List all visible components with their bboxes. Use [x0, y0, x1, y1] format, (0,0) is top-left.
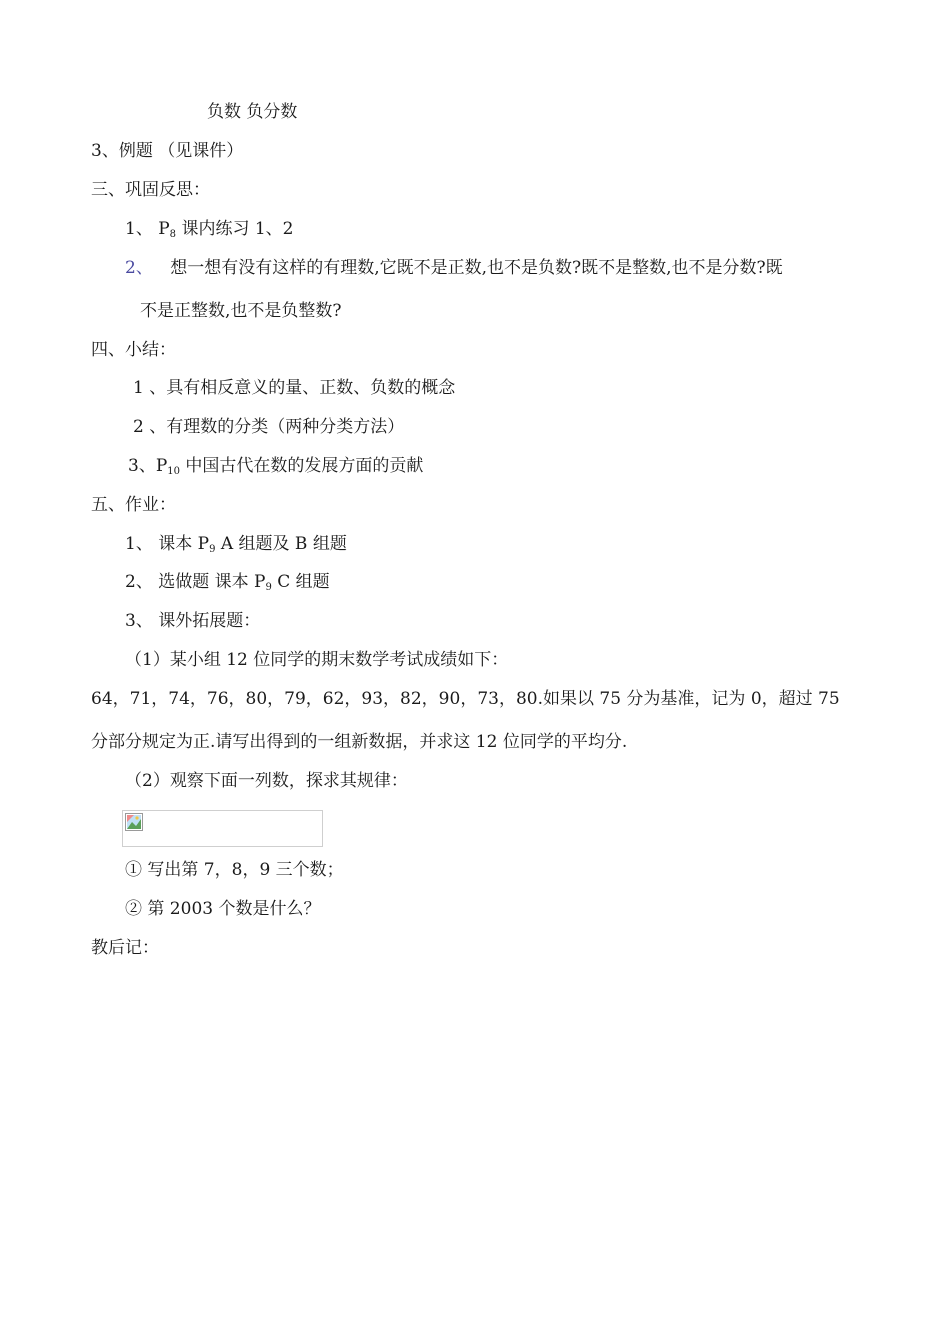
homework-item-2-prefix: 2、 选做题 课本 P [125, 572, 266, 592]
scores-data-line: 64，71，74，76，80，79，62，93，82，90，73，80.如果以 75 分为基准，记为 0，超过 75 [91, 689, 840, 709]
extension-question-2: （2）观察下面一列数，探求其规律： [125, 771, 408, 791]
review-item-1-text: 课内练习 1、2 [176, 219, 294, 239]
homework-item-1-prefix: 1、 课本 P [125, 534, 210, 554]
scores-instruction-line: 分部分规定为正.请写出得到的一组新数据，并求这 12 位同学的平均分. [91, 732, 628, 752]
review-item-2-continued: 不是正整数,也不是负整数? [140, 301, 342, 321]
homework-item-1-sub: 9 [209, 544, 216, 555]
homework-item-2 [125, 571, 330, 599]
review-item-2-number: 2、 [125, 258, 153, 278]
extension-question-1: （1）某小组 12 位同学的期末数学考试成绩如下： [125, 650, 509, 670]
summary-item-3 [128, 455, 423, 483]
summary-item-3-sub: 10 [167, 466, 180, 477]
text-example-heading: 3、例题 （见课件） [91, 141, 244, 161]
review-item-1-sub: 8 [169, 229, 177, 240]
text-negative-numbers: 负数 负分数 [207, 102, 298, 122]
section-review-heading: 三、巩固反思： [91, 180, 210, 200]
homework-item-1-text: A 组题及 B 组题 [215, 534, 347, 554]
homework-item-3: 3、 课外拓展题： [125, 611, 261, 631]
summary-item-3-text: 中国古代在数的发展方面的贡献 [180, 456, 424, 476]
question-part-1: ① 写出第 7，8，9 三个数； [125, 860, 344, 880]
section-summary-heading: 四、小结： [91, 340, 176, 360]
broken-image-icon [125, 813, 143, 831]
homework-item-2-sub: 9 [265, 582, 272, 593]
question-part-2: ② 第 2003 个数是什么？ [125, 899, 321, 919]
review-item-1-prefix: 1、 P [125, 219, 170, 239]
review-item-2 [125, 257, 783, 279]
review-item-2-text: 想一想有没有这样的有理数,它既不是正数,也不是负数?既不是整数,也不是分数?既 [170, 258, 783, 278]
summary-item-2: 2 、有理数的分类（两种分类方法） [133, 417, 405, 437]
sequence-image-placeholder [122, 810, 323, 847]
review-item-1 [125, 218, 294, 246]
summary-item-3-prefix: 3、P [128, 456, 168, 476]
summary-item-1: 1 、具有相反意义的量、正数、负数的概念 [133, 378, 456, 398]
post-lesson-notes-heading: 教后记： [91, 938, 159, 958]
homework-item-2-text: C 组题 [271, 572, 330, 592]
homework-item-1 [125, 533, 347, 561]
section-homework-heading: 五、作业： [91, 495, 176, 515]
